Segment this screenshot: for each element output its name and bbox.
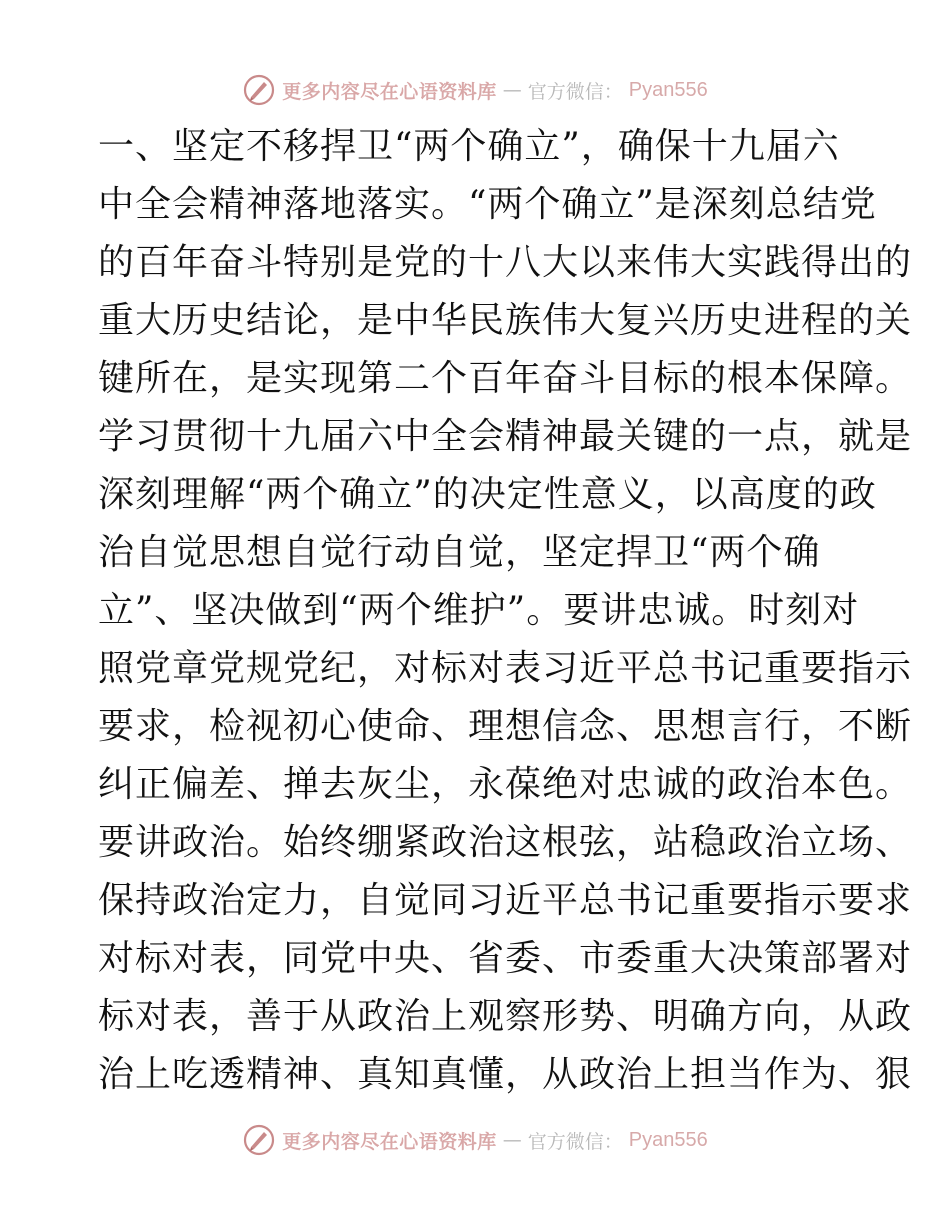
text-line: 标对表，善于从政治上观察形势、明确方向，从政 [98,996,913,1037]
document-body [98,118,913,1104]
text-line: 要讲政治。始终绷紧政治这根弦，站稳政治立场、 [98,822,913,863]
text-line: 重大历史结论，是中华民族伟大复兴历史进程的关 [98,300,913,341]
text-line: 一、坚定不移捍卫“两个确立”，确保十九届六 [98,126,840,167]
footer-brand-text: 更多内容尽在心语资料库 [282,1130,497,1153]
text-line: 对标对表，同党中央、省委、市委重大决策部署对 [98,938,913,979]
quill-pen-logo-icon [242,73,276,107]
header-brand-text: 更多内容尽在心语资料库 [282,80,497,103]
footer-wechat-id: Pyan556 [628,1128,708,1151]
text-line: 照党章党规党纪，对标对表习近平总书记重要指示 [98,648,913,689]
footer-wechat-label: 官方微信： [527,1130,623,1153]
header-separator: — [502,79,522,101]
text-line: 的百年奋斗特别是党的十八大以来伟大实践得出的 [98,242,913,283]
footer-separator: — [502,1129,522,1151]
text-line: 要求，检视初心使命、理想信念、思想言行，不断 [98,706,913,747]
quill-pen-logo-icon [242,1123,276,1157]
text-line: 学习贯彻十九届六中全会精神最关键的一点，就是 [98,416,913,457]
header-wechat-label: 官方微信： [527,80,623,103]
header-banner [0,70,950,110]
text-line: 纠正偏差、掸去灰尘，永葆绝对忠诚的政治本色。 [98,764,913,805]
text-line: 立”、坚决做到“两个维护”。要讲忠诚。时刻对 [98,590,860,631]
text-line: 深刻理解“两个确立”的决定性意义，以高度的政 [98,474,877,515]
text-line: 保持政治定力，自觉同习近平总书记重要指示要求 [98,880,913,921]
header-wechat-id: Pyan556 [628,78,708,101]
text-line: 中全会精神落地落实。“两个确立”是深刻总结党 [98,184,877,225]
text-line: 治自觉思想自觉行动自觉，坚定捍卫“两个确 [98,532,821,573]
footer-banner [0,1120,950,1160]
text-line: 治上吃透精神、真知真懂，从政治上担当作为、狠 [98,1054,913,1095]
text-line: 键所在，是实现第二个百年奋斗目标的根本保障。 [98,358,913,399]
